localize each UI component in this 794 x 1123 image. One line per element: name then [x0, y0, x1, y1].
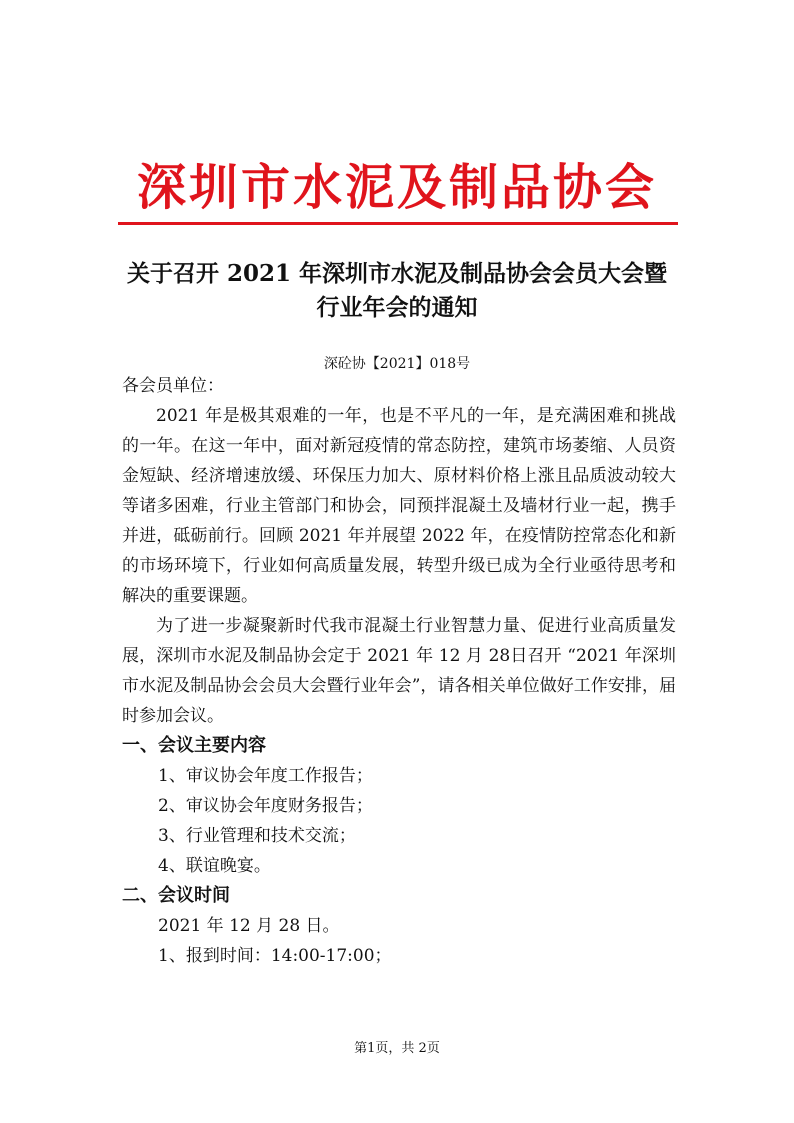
list-item: 2、审议协会年度财务报告；	[158, 796, 373, 816]
list-item: 1、报到时间：14:00-17:00；	[158, 946, 392, 966]
document-title-line-2: 行业年会的通知	[316, 294, 478, 321]
document-body	[122, 371, 676, 971]
meeting-date: 2021 年 12 月 28 日。	[158, 916, 340, 936]
letterhead-title: 深圳市水泥及制品协会	[136, 159, 657, 216]
document-number: 深砼协【2021】018号	[323, 356, 471, 372]
body-paragraph-2: 为了进一步凝聚新时代我市混凝土行业智慧力量、促进行业高质量发展，深圳市水泥及制品协会定于 2021 年 12 月 28日召开 “2021 年深圳市水泥及制品协会会员大会暨行业年会”，请各相关单位做好工作安排，届时参加会议。	[122, 616, 676, 726]
salutation: 各会员单位：	[122, 376, 224, 396]
list-item: 3、行业管理和技术交流；	[158, 826, 356, 846]
list-item: 1、审议协会年度工作报告；	[158, 766, 373, 786]
section-heading-meeting-time: 二、会议时间	[122, 885, 230, 906]
body-paragraph-1: 2021 年是极其艰难的一年，也是不平凡的一年，是充满困难和挑战的一年。在这一年中，面对新冠疫情的常态防控，建筑市场萎缩、人员资金短缺、经济增速放缓、环保压力加大、原材料价格上涨且品质波动较大等诸多困难，行业主管部门和协会，同预拌混凝土及墙材行业一起，携手并进，砥砺前行。回顾 2021 年并展望 2022 年，在疫情防控常态化和新的市场环境下，行业如何高质量发展，转型升级已成为全行业亟待思考和解决的重要课题。	[122, 406, 676, 606]
document-title	[110, 257, 684, 325]
document-title-line-1: 关于召开 2021 年深圳市水泥及制品协会会员大会暨	[126, 260, 668, 287]
list-item: 4、联谊晚宴。	[158, 856, 271, 876]
section-heading-meeting-content: 一、会议主要内容	[122, 735, 266, 756]
letterhead-red-rule	[118, 222, 678, 225]
page-footer: 第1页，共 2页	[354, 1041, 440, 1056]
